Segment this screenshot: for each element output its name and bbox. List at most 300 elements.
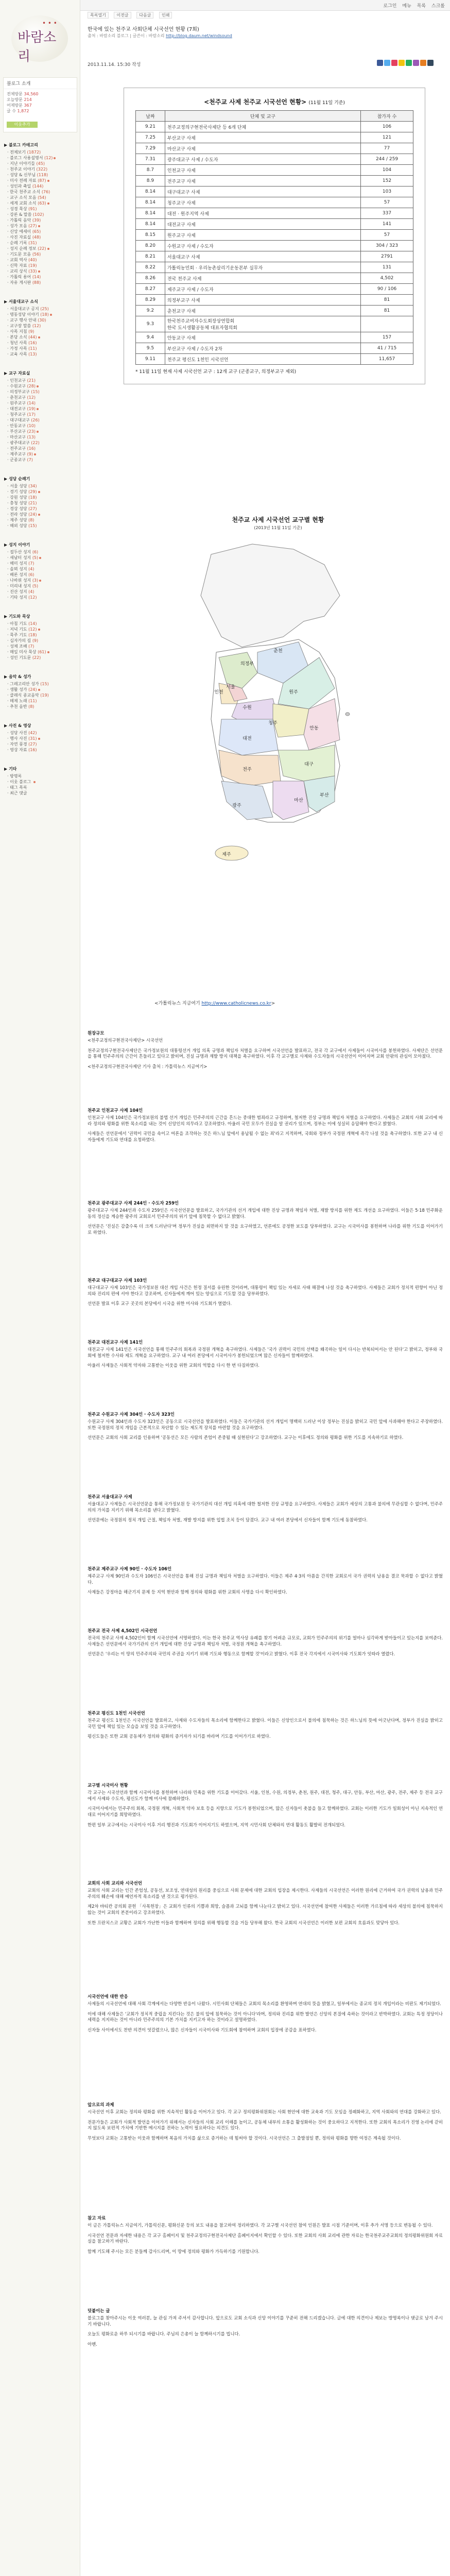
text-section [88, 1108, 443, 1147]
section-paragraph: 천주교정의구현전국사제단은 국가정보원의 대통령선거 개입 의혹 규명과 책임자 처벌을 요구하며 시국선언을 발표하고, 전국 각 교구에서 사제들이 시국미사를 봉헌하였다. 사제단은 선언문을 통해 민주주의의 근간이 흔들리고 있다고 밝히며, 진실 규명과 재발 방지 대책을 촉구하였다. 이후 각 교구별로 사제와 수도자들의 시국선언이 이어지며 교회 안팎의 관심이 모아졌다. [88, 1047, 443, 1059]
cell-date: 9.4 [136, 332, 165, 343]
menu-item-label: · 청주교구 [7, 412, 27, 417]
menu-item-label: · 지난 이야기들 [7, 161, 37, 166]
share-icon[interactable] [399, 60, 405, 66]
map-title: 천주교 사제 시국선언 교구별 현황 [232, 516, 324, 523]
top-link-0[interactable]: 로그인 [383, 4, 397, 9]
menu-item-count: (7) [28, 561, 34, 566]
menu-item[interactable] [4, 440, 76, 446]
menu-item[interactable] [4, 578, 76, 583]
menu-item-count: (39) [32, 218, 41, 223]
menu-item[interactable] [4, 649, 76, 655]
menu-item[interactable] [4, 229, 76, 234]
cell-date: 9.11 [136, 354, 165, 365]
menu-item[interactable] [4, 166, 76, 172]
new-dot-icon [54, 157, 56, 159]
korea-map-svg [170, 534, 386, 863]
toolbar-button-0[interactable]: 목록열기 [88, 12, 109, 19]
menu-item-label: · 해미 성지 [7, 561, 29, 566]
menu-item-label: · 절두산 성지 [7, 550, 32, 554]
section-heading: 참고 자료 [88, 2215, 106, 2221]
profile-stat-value: 34,560 [24, 92, 39, 96]
cell-org: 청주교구 사제 [165, 197, 360, 208]
blog-logo[interactable] [11, 15, 68, 62]
share-icon[interactable] [384, 60, 390, 66]
section-heading: 천주교 수원교구 사제 304인 · 수도자 323인 [88, 1412, 175, 1417]
menu-group-heading[interactable]: ▶ 기도와 묵상 [4, 614, 30, 619]
section-paragraph: 선언문은 '진실은 감출수록 더 크게 드러난다'며 정부가 진실을 외면하지 말 것을 요구하였고, 언론에도 공정한 보도를 당부하였다. 교구는 시국미사를 봉헌하며 나라를 위한 기도를 이어가기로 하였다. [88, 1224, 443, 1235]
menu-item[interactable] [4, 183, 76, 189]
menu-group-heading[interactable]: ▶ 기타 [4, 767, 17, 771]
menu-item-label: · 새남터 성지 [7, 555, 32, 560]
new-dot-icon [47, 202, 49, 205]
menu-item-label: · 교육 사목 [7, 352, 29, 357]
menu-item[interactable] [4, 406, 76, 412]
menu-group-heading[interactable]: ▶ 교구 자료실 [4, 371, 30, 376]
menu-item-label: · 의정부교구 [7, 389, 31, 394]
toolbar-button-2[interactable]: 다음글 [136, 12, 153, 19]
menu-item-count: (16) [28, 341, 37, 345]
menu-item-label: · 배론 성지 [7, 572, 29, 577]
menu-group [4, 296, 76, 357]
text-section [88, 1200, 443, 1240]
menu-item[interactable] [4, 495, 76, 500]
cell-org: 인천교구 사제 [165, 165, 360, 176]
section-paragraph: 인천교구 사제 104인은 국가정보원의 불법 선거 개입은 민주주의의 근간을 흔드는 중대한 범죄라고 규정하며, 철저한 진상 규명과 책임자 처벌을 요구하였다. 사제들은 교회의 사회 교리에 따라 정의와 평화를 위한 목소리를 내는 것이 신앙인의 의무라고 강조하였다. 아울러 국민 모두가 진실을 알 권리가 있으며, 정부는 이에 성실히 응답해야 한다고 밝혔다. [88, 1114, 443, 1126]
cell-date: 9.21 [136, 122, 165, 132]
menu-item-label: · 가정 사목 [7, 346, 29, 351]
table-row [136, 284, 413, 295]
section-heading: 천주교 대전교구 사제 141인 [88, 1340, 143, 1345]
statement-note: * 11월 11일 현재 사제 시국선언 교구 : 12개 교구 (군종교구, 의정부교구 제외) [135, 369, 297, 375]
menu-item[interactable] [4, 704, 76, 709]
menu-item[interactable] [4, 200, 76, 206]
map-region-label: 수원 [243, 705, 252, 710]
menu-group-heading[interactable]: ▶ 음악 & 성가 [4, 674, 31, 679]
section-paragraph: 선언문 발표 이후 교구 곳곳의 본당에서 시국을 위한 미사와 기도회가 열렸다. [88, 1301, 232, 1307]
add-neighbor-button[interactable]: 이웃추가 [7, 122, 38, 128]
text-section [88, 1880, 443, 1930]
menu-item-count: (12) [32, 324, 41, 328]
menu-item[interactable] [4, 417, 76, 423]
menu-item[interactable] [4, 223, 76, 229]
menu-item-label: · 사진 자료실 [7, 235, 32, 240]
menu-item[interactable] [4, 638, 76, 643]
top-link-1[interactable]: 메뉴 [402, 4, 411, 9]
menu-item-count: (102) [32, 212, 44, 217]
menu-item[interactable] [4, 730, 76, 736]
cell-count: 244 / 259 [361, 154, 413, 165]
menu-item[interactable] [4, 317, 76, 323]
new-dot-icon [37, 431, 39, 433]
menu-item[interactable] [4, 383, 76, 389]
menu-item-label: · 성체 조배 [7, 644, 29, 649]
profile-stat [7, 91, 74, 97]
cell-count: 11,657 [361, 354, 413, 365]
section-heading: 앞으로의 과제 [88, 2102, 114, 2107]
menu-item[interactable] [4, 451, 76, 457]
menu-item[interactable] [4, 457, 76, 463]
menu-item-label: · 대전교구 [7, 406, 27, 411]
table-row [136, 154, 413, 165]
menu-group [4, 763, 76, 796]
menu-item-count: (5) [32, 584, 39, 588]
menu-item-count: (13) [28, 352, 37, 357]
menu-item-count: (27) [28, 224, 37, 228]
cell-count: 57 [361, 230, 413, 241]
menu-item[interactable] [4, 483, 76, 489]
menu-item-count: (24) [28, 512, 37, 517]
new-dot-icon [47, 651, 49, 653]
section-paragraph: 아멘. [88, 2342, 97, 2347]
menu-item-count: (25) [40, 307, 49, 311]
menu-group [4, 539, 76, 600]
cell-org: 천주교정의구현전국사제단 등 6개 단체 [165, 122, 360, 132]
cell-date: 8.7 [136, 165, 165, 176]
menu-item[interactable] [4, 621, 76, 626]
menu-item-count: (15) [40, 682, 49, 686]
menu-item-count: (16) [27, 446, 36, 451]
menu-item-count: (17) [27, 412, 36, 417]
menu-item[interactable] [4, 790, 76, 796]
menu-item-count: (24) [28, 687, 37, 692]
toolbar-button-1[interactable]: 이전글 [114, 12, 131, 19]
menu-item-label: · 수원교구 [7, 384, 27, 388]
text-section [88, 2215, 443, 2259]
cell-date: 8.26 [136, 273, 165, 284]
cell-date: 8.14 [136, 219, 165, 230]
caption-tail: > [271, 1001, 275, 1006]
menu-item-label: · 마산교구 [7, 435, 27, 439]
top-link-3[interactable]: 스크롤 [431, 4, 445, 9]
main-column [88, 0, 443, 2576]
menu-item[interactable] [4, 747, 76, 753]
new-dot-icon [39, 580, 41, 582]
share-icon[interactable] [406, 60, 412, 66]
menu-item[interactable] [4, 506, 76, 512]
cell-org: 의정부교구 사제 [165, 295, 360, 306]
menu-item[interactable] [4, 692, 76, 698]
map-region-label: 대전 [243, 736, 252, 741]
menu-item[interactable] [4, 555, 76, 561]
section-paragraph: 오늘도 평화로운 하루 되시기를 바랍니다. 주님의 은총이 늘 함께하시기를 빕니다. [88, 2331, 240, 2337]
menu-item-count: (12) [28, 627, 37, 632]
menu-group-heading[interactable]: ▶ 블로그 카테고리 [4, 143, 38, 147]
menu-item-count: (34) [28, 484, 37, 488]
cell-date: 8.21 [136, 251, 165, 262]
post-meta-link[interactable]: http://blog.daum.net/windsound [166, 33, 232, 38]
menu-item[interactable] [4, 434, 76, 440]
share-icon[interactable] [427, 60, 434, 66]
menu-item[interactable] [4, 400, 76, 406]
logo-text: 바람소리 [18, 30, 57, 64]
menu-group-heading[interactable]: ▶ 사진 & 영상 [4, 723, 31, 728]
menu-item-count: (5) [32, 555, 39, 560]
menu-item[interactable] [4, 340, 76, 346]
cell-org: 제주교구 사제 / 수도자 [165, 284, 360, 295]
section-heading: 천주교 광주대교구 사제 244인 · 수도자 259인 [88, 1200, 179, 1206]
menu-item[interactable] [4, 489, 76, 495]
section-paragraph: 블로그를 찾아주시는 이웃 여러분, 늘 관심 가져 주셔서 감사합니다. 앞으로도 교회 소식과 신앙 이야기를 꾸준히 전해 드리겠습니다. 글에 대한 의견이나 제보는 방명록이나 댓글로 남겨 주시기 바랍니다. [88, 2315, 443, 2327]
section-paragraph: 서울대교구 사제들은 시국선언문을 통해 국가정보원 등 국가기관의 대선 개입 의혹에 대한 철저한 진상 규명을 요구하였다. 사제들은 교회가 세상의 고통과 불의에 무관심할 수 없다며, 민주주의의 가치를 지키기 위해 목소리를 낸다고 밝혔다. [88, 1501, 443, 1513]
section-paragraph: 평신도들은 또한 교회 공동체가 정의와 평화의 증거자가 되기를 바라며 기도를 이어가기로 하였다. [88, 1734, 271, 1739]
menu-item-count: (30) [38, 318, 46, 323]
menu-item[interactable] [4, 268, 76, 274]
share-icon[interactable] [391, 60, 397, 66]
cell-org: 원주교구 사제 [165, 230, 360, 241]
new-dot-icon [38, 514, 40, 516]
menu-item[interactable] [4, 572, 76, 578]
menu-item[interactable] [4, 263, 76, 268]
menu-group-heading[interactable]: ▶ 성당 순례기 [4, 477, 30, 481]
new-dot-icon [47, 180, 49, 182]
menu-item[interactable] [4, 655, 76, 660]
sidebar [0, 0, 80, 2576]
menu-item[interactable] [4, 172, 76, 178]
menu-item[interactable] [4, 687, 76, 692]
menu-item[interactable] [4, 346, 76, 351]
menu-item-label: · 교구장 말씀 [7, 324, 32, 328]
toolbar-button-3[interactable]: 인쇄 [159, 12, 172, 19]
cell-count: 103 [361, 187, 413, 197]
new-dot-icon [50, 314, 52, 316]
post-meta-prefix: 출처 : 바람소리 블로그 | 글쓴이 : 바람소리 [88, 33, 165, 38]
map-region-label: 전주 [243, 767, 252, 772]
table-row [136, 354, 413, 365]
menu-item[interactable] [4, 500, 76, 506]
menu-item-count: (6) [28, 572, 34, 577]
menu-item-label: · 성경 묵상 [7, 207, 29, 211]
profile-stat-label: 전체방문 [7, 92, 24, 96]
menu-item-count: (18) [28, 633, 37, 637]
menu-item[interactable] [4, 155, 76, 161]
menu-item-count: (6) [32, 550, 39, 554]
cell-count: 121 [361, 132, 413, 143]
menu-item[interactable] [4, 280, 76, 285]
menu-item-label: · 충청 성당 [7, 501, 29, 505]
top-link-2[interactable]: 목록 [417, 4, 426, 9]
menu-item[interactable] [4, 334, 76, 340]
profile-stat-label: 글 수 [7, 109, 18, 113]
menu-item[interactable] [4, 423, 76, 429]
caption-link[interactable]: http://www.catholicnews.co.kr [201, 1001, 271, 1006]
menu-item-count: (1872) [27, 150, 41, 155]
menu-item-label: · 전체보기 [7, 150, 27, 155]
menu-item[interactable] [4, 517, 76, 523]
statement-table [135, 110, 413, 365]
cell-count: 77 [361, 143, 413, 154]
map-subtitle: (2013년 11월 11일 기준) [254, 526, 302, 530]
menu-item-count: (9) [32, 638, 39, 643]
menu-item[interactable] [4, 257, 76, 263]
cell-org: 대전 · 원주지역 사제 [165, 208, 360, 219]
menu-item[interactable] [4, 632, 76, 638]
menu-item-count: (10) [27, 423, 36, 428]
menu-item-count: (40) [28, 258, 37, 262]
menu-item[interactable] [4, 698, 76, 704]
menu-item-label: · 교구 소식 모음 [7, 195, 38, 200]
menu-item[interactable] [4, 523, 76, 529]
menu-item[interactable] [4, 429, 76, 434]
menu-item-label: · 안동교구 [7, 423, 27, 428]
profile-stat-value: 1,872 [17, 109, 29, 113]
statement-table-box [124, 88, 425, 384]
text-section [88, 1566, 443, 1600]
menu-item-count: (7) [28, 644, 34, 649]
menu-item[interactable] [4, 212, 76, 217]
menu-item-count: (65) [32, 229, 41, 234]
menu-item[interactable] [4, 217, 76, 223]
table-row [136, 143, 413, 154]
menu-item-count: (15) [28, 523, 37, 528]
menu-item[interactable] [4, 446, 76, 451]
section-heading: 천주교 전국 사제 4,502인 시국선언 [88, 1628, 158, 1633]
map-region-label: 제주 [222, 852, 231, 857]
menu-group-heading[interactable]: ▶ 성지 이야기 [4, 543, 30, 547]
cell-org: 전주교구 사제 [165, 176, 360, 187]
cell-count: 57 [361, 197, 413, 208]
menu-item[interactable] [4, 626, 76, 632]
cell-date: 8.20 [136, 241, 165, 251]
col-count: 참가자 수 [361, 111, 413, 122]
menu-item-label: · 교구 행사 안내 [7, 318, 38, 323]
table-row [136, 219, 413, 230]
menu-item-label: · 성당 & 신부님 [7, 173, 37, 177]
menu-item[interactable] [4, 329, 76, 334]
menu-item[interactable] [4, 589, 76, 595]
menu-item[interactable] [4, 773, 76, 779]
menu-item-label: · 청년 사목 [7, 341, 29, 345]
menu-item[interactable] [4, 195, 76, 200]
menu-item[interactable] [4, 561, 76, 566]
menu-item-label: · 자연 풍경 [7, 742, 29, 747]
menu-item[interactable] [4, 595, 76, 600]
menu-item[interactable] [4, 681, 76, 687]
menu-item-label: · 전라 성당 [7, 512, 29, 517]
cell-date: 8.29 [136, 295, 165, 306]
menu-item-count: (26) [31, 418, 40, 422]
menu-group [4, 671, 76, 709]
table-row [136, 273, 413, 284]
section-paragraph: 수원교구 사제 304인과 수도자 323인은 공동으로 시국선언을 발표하였다. 이들은 국가기관의 선거 개입이 명백히 드러난 이상 정부는 진실을 밝히고 국민 앞에 사과해야 한다고 주장하였다. 또한 국정원의 정치 개입을 근본적으로 차단할 수 있는 제도적 장치를 마련할 것을 요구하였다. [88, 1418, 443, 1430]
menu-item[interactable] [4, 583, 76, 589]
menu-item-label: · 광주대교구 [7, 440, 31, 445]
menu-group-heading[interactable]: ▶ 서울대교구 소식 [4, 299, 38, 304]
menu-item[interactable] [4, 234, 76, 240]
menu-item[interactable] [4, 189, 76, 195]
menu-item-count: (48) [32, 235, 41, 240]
menu-item[interactable] [4, 206, 76, 212]
cell-date: 8.14 [136, 187, 165, 197]
cell-org: 한국천주교여자수도회장상연합회 한국 도시생활공동체 대표자협의회 [165, 316, 360, 332]
new-dot-icon [47, 248, 49, 250]
menu-item-count: (4) [28, 589, 34, 594]
new-dot-icon [38, 629, 40, 631]
menu-item[interactable] [4, 306, 76, 312]
menu-item-count: (88) [32, 280, 41, 285]
cell-count: 104 [361, 165, 413, 176]
menu-item[interactable] [4, 161, 76, 166]
menu-item[interactable] [4, 274, 76, 280]
menu-item-label: · 신학 자료 [7, 263, 29, 268]
menu-item[interactable] [4, 736, 76, 741]
share-icon[interactable] [377, 60, 383, 66]
menu-item[interactable] [4, 395, 76, 400]
new-dot-icon [34, 453, 36, 455]
menu-item[interactable] [4, 312, 76, 317]
region-jeju [215, 846, 248, 860]
menu-item-label: · 블로그 사용설명서 [7, 156, 44, 160]
post-date: 2013.11.14. 15:30 작성 [88, 62, 141, 67]
menu-item-count: (9) [28, 329, 34, 334]
menu-item-label: · 이웃 블로그 [7, 779, 32, 784]
share-icon[interactable] [413, 60, 419, 66]
menu-item[interactable] [4, 549, 76, 555]
cell-org: 광주대교구 사제 / 수도자 [165, 154, 360, 165]
cell-org: 전국 천주교 사제 [165, 273, 360, 284]
menu-item-label: · 서울 성당 [7, 484, 29, 488]
table-row [136, 176, 413, 187]
cell-org: 부산교구 사제 / 수도자 2차 [165, 343, 360, 354]
new-dot-icon [38, 689, 40, 691]
menu-item[interactable] [4, 779, 76, 785]
table-row [136, 295, 413, 306]
menu-item[interactable] [4, 246, 76, 251]
menu-item-count: (18) [28, 495, 37, 500]
menu-item[interactable] [4, 323, 76, 329]
menu-item-count: (3) [32, 578, 39, 583]
profile-stat-label: 오늘방문 [7, 97, 24, 102]
statement-title-text: <천주교 사제 천주교 시국선언 현황> [204, 98, 307, 106]
cell-count: 106 [361, 122, 413, 132]
menu-item-label: · 아침 기도 [7, 621, 29, 626]
menu-item[interactable] [4, 351, 76, 357]
cell-org: 대구대교구 사제 [165, 187, 360, 197]
menu-item[interactable] [4, 741, 76, 747]
menu-item[interactable] [4, 251, 76, 257]
menu-item[interactable] [4, 643, 76, 649]
menu-item[interactable] [4, 149, 76, 155]
menu-item-label: · 제주 성당 [7, 518, 29, 522]
menu-item-label: · 기도문 모음 [7, 252, 32, 257]
section-paragraph: 한편 일부 교구에서는 시국미사 이후 거리 행진과 기도회가 이어지기도 하였으며, 지역 시민사회 단체와의 연대 활동도 활발히 전개되었다. [88, 1822, 345, 1827]
menu-item-label: · 해외 성당 [7, 523, 29, 528]
menu-item-label: · 경상 성당 [7, 506, 29, 511]
logo-dots: • • • [42, 20, 57, 27]
menu-item[interactable] [4, 512, 76, 517]
menu-item[interactable] [4, 378, 76, 383]
menu-item[interactable] [4, 566, 76, 572]
cell-org: 수원교구 사제 / 수도자 [165, 241, 360, 251]
menu-item-label: · 진산 성지 [7, 589, 29, 594]
table-row [136, 165, 413, 176]
menu-item[interactable] [4, 178, 76, 183]
table-row [136, 132, 413, 143]
menu-item[interactable] [4, 389, 76, 395]
menu-item-label: · 떼제 노래 [7, 699, 29, 703]
menu-item[interactable] [4, 785, 76, 790]
menu-item-count: (11) [28, 346, 37, 351]
new-dot-icon [33, 781, 36, 783]
section-paragraph: 신자들 사이에서도 찬반 의견이 엇갈렸으나, 많은 신자들이 시국미사와 기도회에 참여하며 교회의 입장에 공감을 표하였다. [88, 2027, 317, 2033]
menu-item[interactable] [4, 412, 76, 417]
table-row [136, 332, 413, 343]
text-section [88, 1710, 443, 1744]
menu-item[interactable] [4, 240, 76, 246]
menu-item-count: (22) [38, 246, 46, 251]
cell-org: 대전교구 사제 [165, 219, 360, 230]
share-icon[interactable] [420, 60, 426, 66]
